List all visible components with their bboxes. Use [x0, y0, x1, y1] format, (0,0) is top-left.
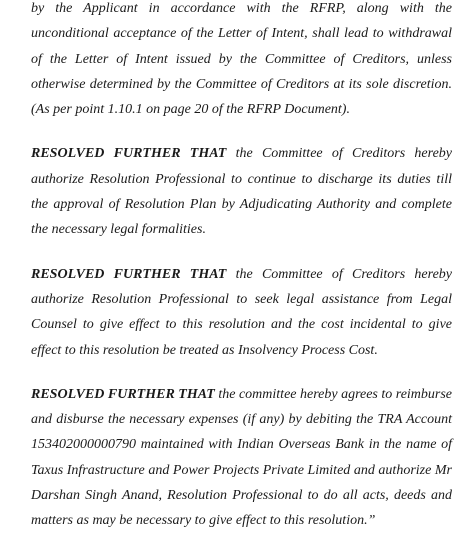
- paragraph-gap: [31, 122, 452, 141]
- paragraph-resolution-legal-assistance: [31, 262, 452, 363]
- paragraph-text: the Committee of Creditors hereby authorize Resolution Professional to continue to discharge its duties till the approval of Resolution Plan by Adjudicating Authority and complete the necessary legal formalities.: [31, 146, 452, 238]
- paragraph-lead: RESOLVED FURTHER THAT: [31, 386, 215, 402]
- document-page: [31, 0, 452, 534]
- paragraph-resolution-reimburse-expenses: [31, 382, 452, 534]
- paragraph-lead: RESOLVED FURTHER THAT: [31, 146, 227, 162]
- paragraph-text: the committee hereby agrees to reimburse and disburse the necessary expenses (if any) by debiting the TRA Account 153402000000790 maintained with Indian Overseas Bank in the name of Taxus Infrastructure and Power Projects Private Limited and authorize Mr Darshan Singh Anand, Resolution Professional to do all acts, deeds and matters as may be necessary to give effect to this resolution.”: [31, 386, 453, 529]
- paragraph-text: by the Applicant in accordance with the RFRP, along with the unconditional acceptance of the Letter of Intent, shall lead to withdrawal of the Letter of Intent issued by the Committee of Creditors, unless otherwise determined by the Committee of Creditors at its sole discretion. (As per point 1.10.1 on page 20 of the RFRP Document).: [31, 1, 452, 118]
- paragraph-lead: RESOLVED FURTHER THAT: [31, 266, 227, 282]
- paragraph-letter-of-intent: [31, 0, 452, 122]
- paragraph-resolution-continue-duties: [31, 141, 452, 242]
- paragraph-text: the Committee of Creditors hereby authorize Resolution Professional to seek legal assistance from Legal Counsel to give effect to this resolution and the cost incidental to give effect to this resolution be treated as Insolvency Process Cost.: [31, 266, 452, 358]
- paragraph-gap: [31, 363, 452, 382]
- paragraph-gap: [31, 243, 452, 262]
